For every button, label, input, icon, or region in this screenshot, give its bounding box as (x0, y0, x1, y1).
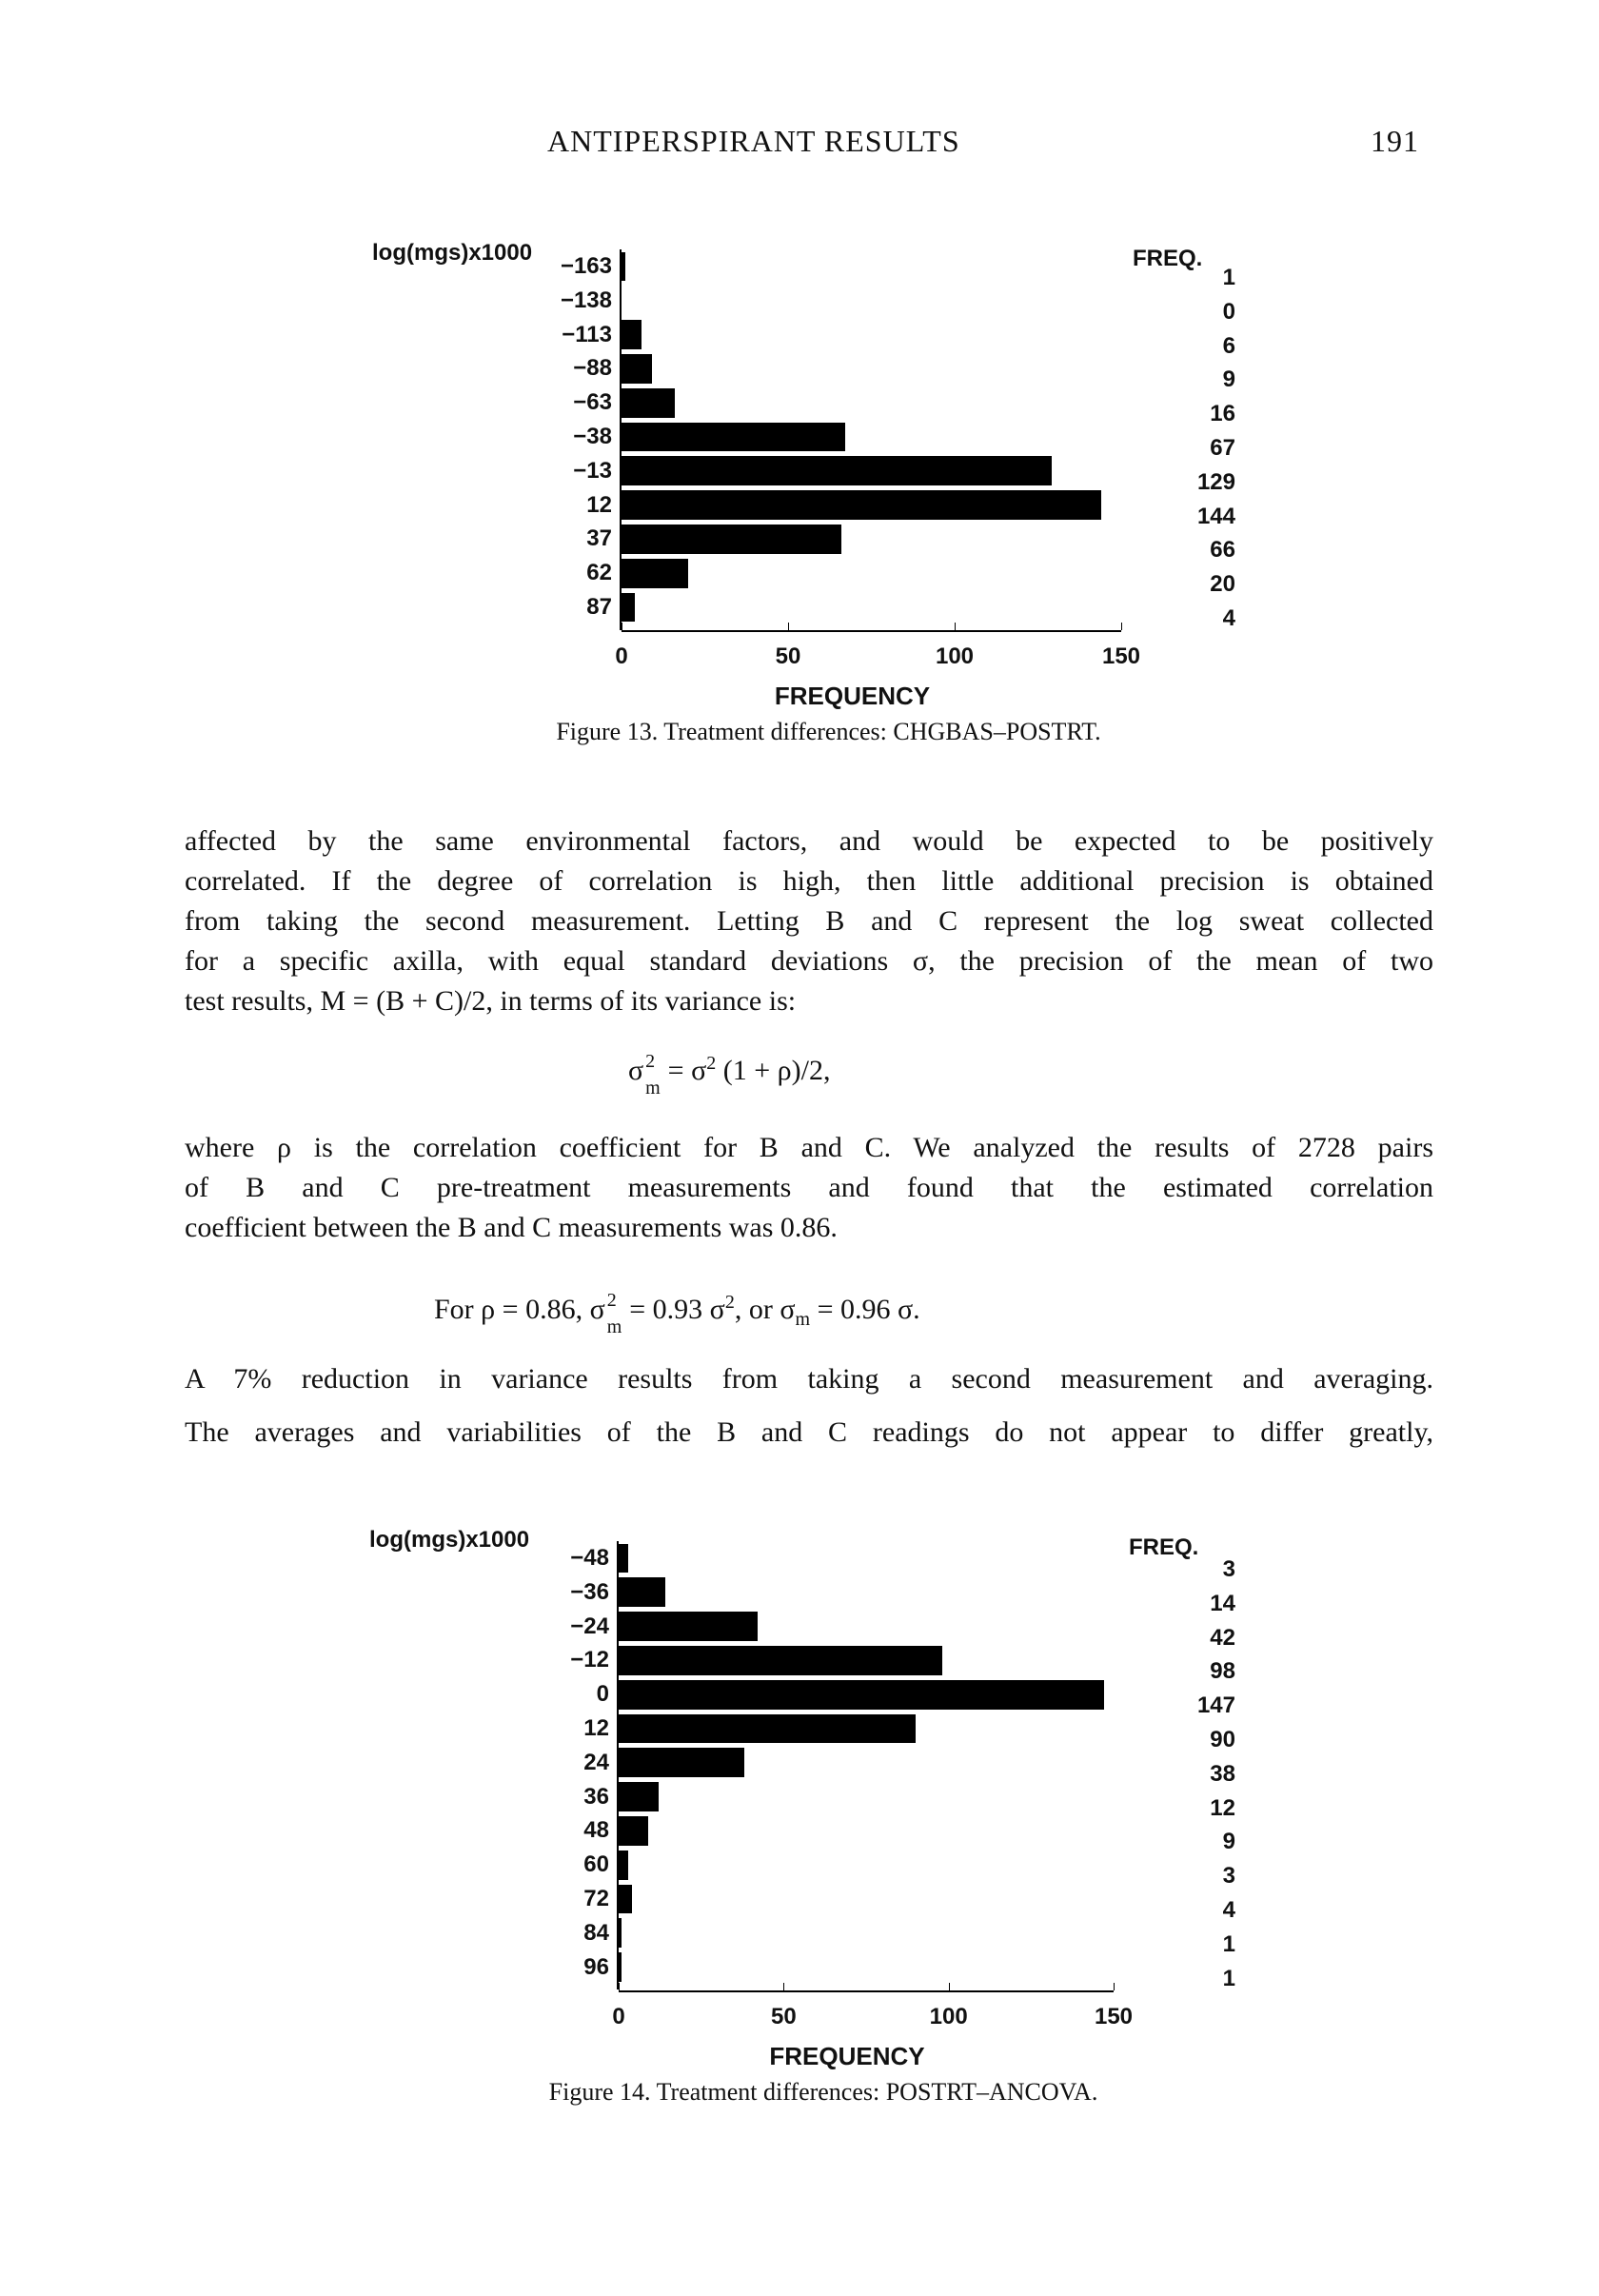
figure-caption: Figure 14. Treatment differences: POSTRT–ANCOVA. (548, 2077, 1098, 2106)
freq-column-header: FREQ. (1133, 246, 1203, 271)
frequency-value: 1 (1222, 1965, 1235, 1991)
y-tick-label: −88 (573, 355, 612, 382)
y-tick-label: −12 (570, 1647, 609, 1673)
y-tick-label: 84 (583, 1919, 609, 1946)
frequency-value: 12 (1210, 1794, 1235, 1821)
histogram-bar (622, 354, 652, 384)
x-tick-label: 100 (929, 2003, 968, 2029)
histogram-bar (619, 1816, 648, 1846)
y-tick-label: 0 (596, 1681, 609, 1708)
frequency-value: 147 (1196, 1692, 1235, 1719)
x-tick-mark (783, 1983, 784, 1990)
histogram-bar (619, 1714, 916, 1744)
histogram-bar (619, 1918, 622, 1948)
eq-term: For ρ = 0.86, σ (434, 1294, 605, 1325)
x-tick-label: 0 (615, 643, 628, 669)
x-tick-label: 0 (612, 2003, 625, 2029)
x-tick-mark (788, 623, 789, 630)
paragraph-line: A 7% reduction in variance results from taking a second measurement and averaging. (185, 1363, 1433, 1395)
histogram-bar (619, 1577, 665, 1607)
x-tick-label: 50 (775, 643, 801, 669)
frequency-value: 4 (1222, 605, 1235, 631)
frequency-value: 1 (1222, 1930, 1235, 1957)
eq-sub: m (795, 1309, 811, 1330)
frequency-value: 38 (1210, 1760, 1235, 1787)
figure-caption: Figure 13. Treatment differences: CHGBAS–POSTRT. (556, 717, 1101, 745)
histogram-bar (619, 1646, 942, 1675)
histogram-bar (619, 1680, 1104, 1710)
eq-sup: 2 (706, 1053, 717, 1074)
y-tick-label: 12 (586, 491, 612, 518)
y-axis-title: log(mgs)x1000 (372, 240, 533, 266)
eq-sup: 2 (724, 1292, 735, 1313)
x-tick-label: 50 (770, 2003, 797, 2029)
x-axis-title: FREQUENCY (774, 681, 931, 710)
frequency-value: 144 (1196, 503, 1235, 529)
y-tick-label: 48 (583, 1817, 609, 1844)
page-number: 191 (1371, 124, 1419, 158)
frequency-value: 98 (1210, 1658, 1235, 1685)
paragraph-line: The averages and variabilities of the B and C readings do not appear to differ greatly, (185, 1416, 1433, 1448)
y-tick-label: −63 (573, 389, 612, 416)
histogram-bar (622, 559, 688, 588)
histogram-bar (619, 1782, 659, 1811)
y-tick-label: −24 (570, 1613, 609, 1639)
paragraph-line: of B and C pre-treatment measurements and found that the estimated correlation (185, 1172, 1433, 1203)
frequency-value: 4 (1222, 1897, 1235, 1923)
x-tick-mark (1114, 1983, 1115, 1990)
eq-sup: 2 (645, 1051, 656, 1073)
y-tick-label: 96 (583, 1953, 609, 1980)
frequency-value: 90 (1210, 1727, 1235, 1752)
x-tick-mark (955, 623, 956, 630)
running-title: ANTIPERSPIRANT RESULTS (547, 124, 960, 158)
histogram-bar (619, 1544, 628, 1574)
y-tick-label: 36 (583, 1783, 609, 1810)
histogram-bar (622, 388, 675, 418)
y-tick-label: 87 (586, 594, 612, 620)
frequency-value: 42 (1210, 1624, 1235, 1651)
frequency-value: 9 (1222, 1829, 1235, 1855)
y-tick-label: 12 (583, 1715, 609, 1741)
eq-term: = 0.93 σ (622, 1294, 725, 1325)
histogram-bar (622, 423, 845, 452)
equation-variance (628, 1043, 831, 1099)
y-tick-label: −48 (570, 1545, 609, 1571)
y-axis-title: log(mgs)x1000 (369, 1527, 530, 1553)
x-tick-label: 150 (1094, 2003, 1134, 2029)
histogram-bar (622, 593, 635, 623)
eq-sub: m (645, 1078, 661, 1099)
histogram-bar (619, 1952, 622, 1982)
y-tick-label: −13 (573, 457, 612, 484)
paragraph-line: correlated. If the degree of correlation is high, then little additional precision is obtained (185, 865, 1433, 897)
x-tick-label: 100 (935, 643, 975, 669)
frequency-value: 6 (1222, 332, 1235, 359)
paragraph-line: for a specific axilla, with equal standard deviations σ, the precision of the mean of two (185, 945, 1433, 977)
y-tick-label: 60 (583, 1851, 609, 1878)
frequency-value: 1 (1222, 265, 1235, 290)
paragraph-line: where ρ is the correlation coefficient for B and C. We analyzed the results of 2728 pairs (185, 1132, 1433, 1163)
paragraph-line: affected by the same environmental factors, and would be expected to be positively (185, 825, 1433, 857)
eq-term: = 0.96 σ. (810, 1294, 920, 1325)
y-tick-label: 62 (586, 560, 612, 586)
frequency-value: 16 (1210, 401, 1235, 427)
frequency-value: 66 (1210, 537, 1235, 564)
frequency-value: 20 (1210, 571, 1235, 598)
eq-sup: 2 (606, 1290, 617, 1312)
x-tick-mark (619, 1983, 620, 1990)
frequency-value: 67 (1210, 435, 1235, 461)
x-axis-line (619, 1990, 1114, 1992)
histogram-bar (622, 490, 1101, 520)
x-axis-line (622, 630, 1121, 632)
histogram-bar (619, 1885, 632, 1914)
y-tick-label: −113 (562, 321, 612, 347)
eq-term: = σ (661, 1055, 707, 1086)
frequency-value: 14 (1210, 1590, 1235, 1616)
eq-sub: m (606, 1316, 622, 1338)
y-tick-label: 72 (583, 1886, 609, 1911)
y-tick-label: 37 (586, 525, 612, 552)
paragraph-line: from taking the second measurement. Letting B and C represent the log sweat collected (185, 905, 1433, 937)
y-tick-label: −36 (570, 1578, 609, 1605)
histogram-bar (622, 252, 625, 282)
paragraph-line: coefficient between the B and C measurements was 0.86. (185, 1212, 838, 1243)
frequency-value: 0 (1222, 298, 1235, 325)
frequency-value: 129 (1196, 468, 1235, 495)
histogram-bar (619, 1612, 758, 1641)
y-tick-label: −163 (560, 253, 612, 279)
frequency-value: 3 (1222, 1863, 1235, 1890)
histogram-bar (622, 456, 1052, 485)
paragraph-line: test results, M = (B + C)/2, in terms of its variance is: (185, 985, 797, 1017)
equation-correlation (434, 1282, 920, 1339)
y-tick-label: −38 (573, 424, 612, 449)
freq-column-header: FREQ. (1129, 1534, 1199, 1560)
eq-term: , or σ (734, 1294, 796, 1325)
histogram-bar (619, 1748, 744, 1777)
eq-term: (1 + ρ)/2, (716, 1055, 831, 1086)
frequency-value: 3 (1222, 1556, 1235, 1582)
histogram-bar (619, 1851, 628, 1880)
x-tick-label: 150 (1101, 643, 1141, 669)
x-tick-mark (949, 1983, 950, 1990)
x-axis-title: FREQUENCY (769, 2041, 925, 2070)
x-tick-mark (1121, 623, 1122, 630)
eq-term: σ (628, 1055, 644, 1086)
y-tick-label: 24 (583, 1749, 609, 1775)
histogram-bar (622, 320, 642, 349)
frequency-value: 9 (1222, 366, 1235, 393)
histogram-bar (622, 525, 841, 554)
y-tick-label: −138 (560, 287, 612, 313)
